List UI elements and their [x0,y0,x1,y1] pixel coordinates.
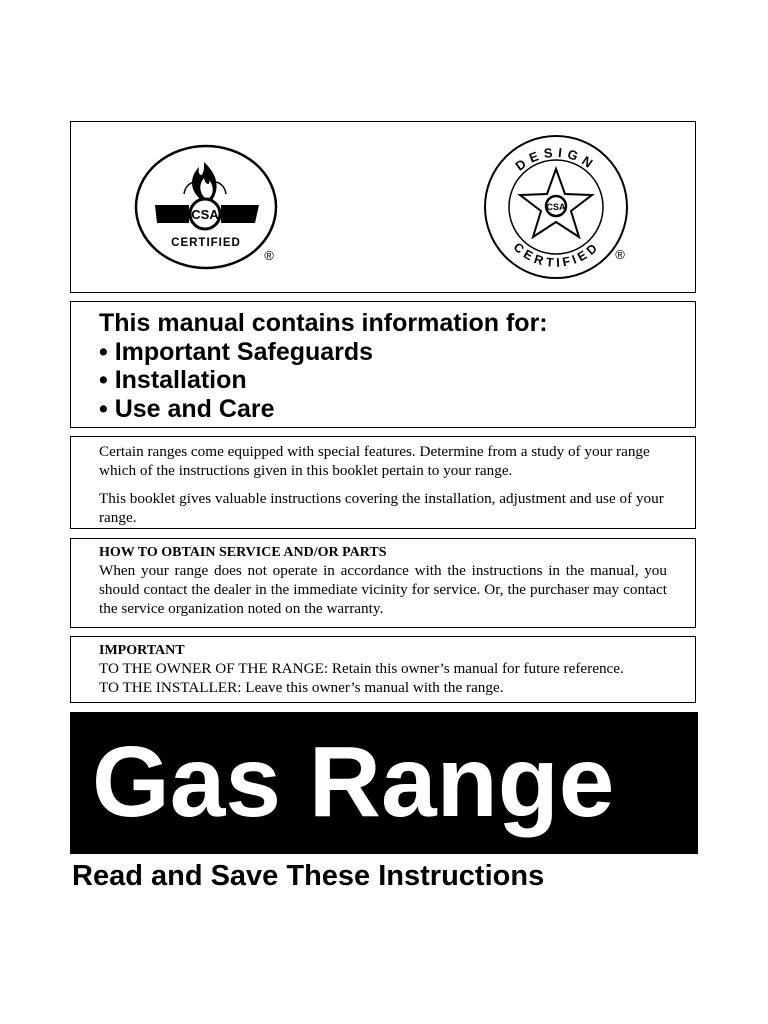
left-registered-mark: ® [264,248,274,263]
important-owner-line: TO THE OWNER OF THE RANGE: Retain this owner’s manual for future reference. [99,660,624,677]
contents-item: • Important Safeguards [99,337,374,366]
features-paragraph: This booklet gives valuable instructions covering the installation, adjustment and use of your range. [99,490,664,526]
csa-certified-flame-logo [136,146,276,268]
contents-item: • Installation [99,366,247,394]
special-features-box [70,436,696,529]
title-banner [70,712,698,854]
left-logo-certified-text: CERTIFIED [171,237,241,249]
page-subtitle: Read and Save These Instructions [72,860,545,892]
contents-heading: This manual contains information for: [99,309,548,337]
certification-logos [71,122,695,292]
service-body: When your range does not operate in accordance with the instructions in the manual, you should contact the dealer in the immediate vicinity for service. Or, the purchaser may contact the service organization noted on the warranty. [99,562,667,617]
right-logo-design-text: DESIGN [512,144,600,174]
important-installer-line: TO THE INSTALLER: Leave this owner’s manual with the range. [99,679,504,696]
important-notice-box [70,636,696,703]
manual-contents-box [70,301,696,428]
page-title: Gas Range [92,726,615,838]
features-paragraph: Certain ranges come equipped with special features. Determine from a study of your range which of the instructions given in this booklet pertain to your range. [99,443,650,479]
service-parts-box [70,538,696,628]
contents-item: • Use and Care [99,394,275,423]
right-logo-certified-text: CERTIFIED [510,239,602,270]
service-heading: HOW TO OBTAIN SERVICE AND/OR PARTS [99,545,387,560]
left-logo-mark: CSA [191,207,219,222]
flame-icon [192,162,217,202]
design-certified-star-logo [485,136,627,278]
right-registered-mark: ® [615,247,625,262]
certification-logos-box [70,121,696,293]
right-logo-mark: CSA [546,202,566,212]
important-heading: IMPORTANT [99,643,185,658]
